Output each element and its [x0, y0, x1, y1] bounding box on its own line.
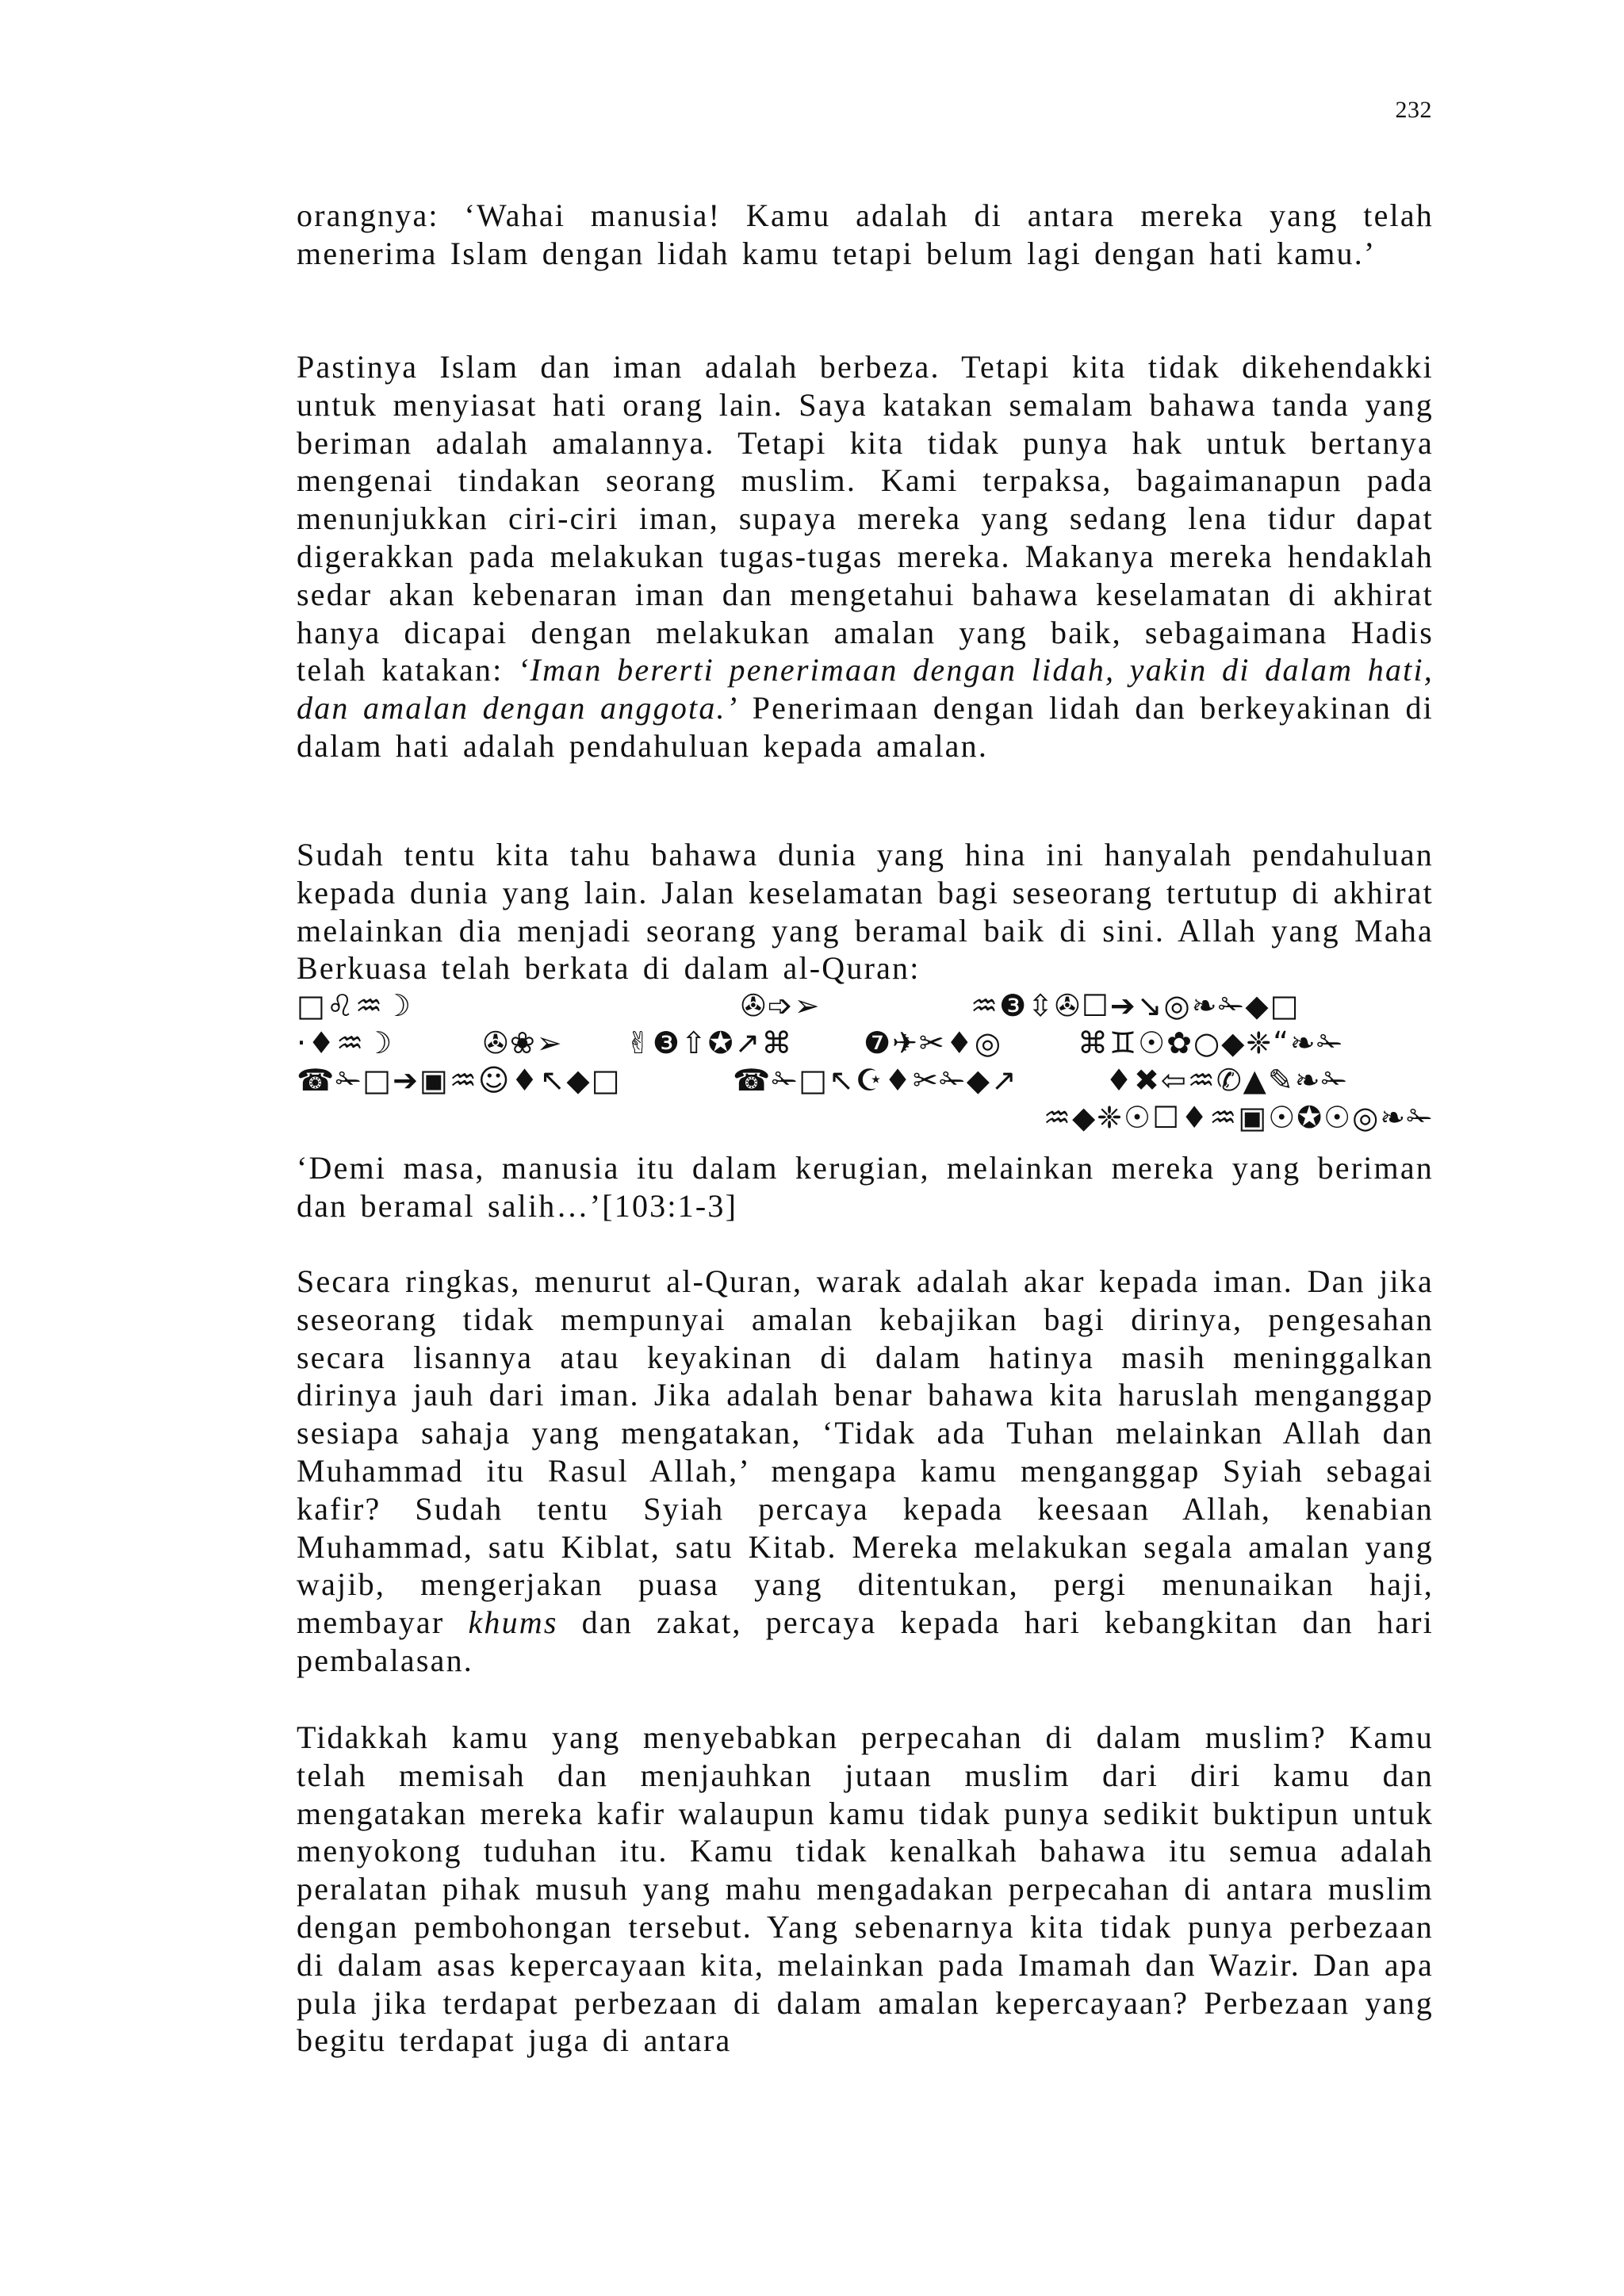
- paragraph-4-lead: Secara ringkas, menurut al-Quran, warak adalah akar kepada iman. Dan jika seseorang tidak mempunyai amalan kebajikan bagi dirinya, pengesahan secara lisannya atau keyakinan di dalam hatinya masih meninggalkan dirinya jauh dari iman. Jika adalah benar bahawa kita haruslah menganggap sesiapa sahaja yang mengatakan, ‘Tidak ada Tuhan melainkan Allah dan Muhammad itu Rasul Allah,’ mengapa kamu menganggap Syiah sebagai kafir? Sudah tentu Syiah percaya kepada keesaan Allah, kenabian Muhammad, satu Kiblat, satu Kitab. Mereka melakukan segala amalan yang wajib, mengerjakan puasa yang ditentukan, pergi menunaikan haji, membayar: [297, 1263, 1434, 1641]
- paragraph-2-lead: Pastinya Islam dan iman adalah berbeza. Tetapi kita tidak dikehendakki untuk menyiasat hati orang lain. Saya katakan semalam bahawa tanda yang beriman adalah amalannya. Tetapi kita tidak punya hak untuk bertanya mengenai tindakan seorang muslim. Kami terpaksa, bagaimanapun pada menunjukkan ciri-ciri iman, supaya mereka yang sedang lena tidur dapat digerakkan pada melakukan tugas-tugas mereka. Makanya mereka hendaklah sedar akan kebenaran iman dan mengetahui bahawa keselamatan di akhirat hanya dicapai dengan melakukan amalan yang baik, sebagaimana Hadis telah katakan:: [297, 349, 1434, 688]
- paragraph-2: [297, 348, 1434, 765]
- glyph-word: □♌♒☽: [297, 988, 413, 1023]
- paragraph-3-text: Sudah tentu kita tahu bahawa dunia yang hina ini hanyalah pendahuluan kepada dunia yang lain. Jalan keselamatan bagi seseorang tertutup di akhirat melainkan dia menjadi seorang yang beramal baik di sini. Allah yang Maha Berkuasa telah berkata di dalam al-Quran:: [297, 837, 1434, 987]
- verse-translation: [297, 1149, 1434, 1225]
- page-number: 232: [1395, 97, 1432, 123]
- glyph-word: ·♦♒☽: [297, 1025, 394, 1060]
- hadith-quote: ‘Iman bererti penerimaan dengan lidah, yakin di dalam hati, dan amalan dengan anggota.’: [297, 652, 1434, 726]
- glyph-line-4: [297, 1099, 1434, 1137]
- khums-term: khums: [468, 1604, 558, 1641]
- glyph-word: ♦✖⇦♒✆▲✎❧✁: [1105, 1063, 1349, 1098]
- paragraph-2-tail: Penerimaan dengan lidah dan berkeyakinan di dalam hati adalah pendahuluan kepada amalan.: [297, 690, 1434, 764]
- glyph-word: ✇❀➢: [483, 1025, 564, 1060]
- paragraph-4: [297, 1263, 1434, 1680]
- glyph-line-2: [297, 1025, 1434, 1062]
- glyph-word: ☎✁□↖☪♦✂✁◆↗: [733, 1063, 1018, 1098]
- paragraph-5: [297, 1719, 1434, 2060]
- quran-verse-glyphs: [297, 987, 1434, 1137]
- glyph-word: ✌❸⇧✪↗⌘: [626, 1025, 794, 1060]
- paragraph-1: [297, 197, 1434, 273]
- paragraph-5-text: Tidakkah kamu yang menyebabkan perpecahan di dalam muslim? Kamu telah memisah dan menjauhkan jutaan muslim dari diri kamu dan mengatakan mereka kafir walaupun kamu tidak punya sedikit buktipun untuk menyokong tuduhan itu. Kamu tidak kenalkah bahawa itu semua adalah peralatan pihak musuh yang mahu mengadakan perpecahan di antara muslim dengan pembohongan tersebut. Yang sebenarnya kita tidak punya perbezaan di dalam asas kepercayaan kita, melainkan pada Imamah dan Wazir. Dan apa pula jika terdapat perbezaan di dalam amalan kepercayaan? Perbezaan yang begitu terdapat juga di antara: [297, 1719, 1434, 2059]
- glyph-line-1: [297, 987, 1434, 1025]
- paragraph-4-tail: dan zakat, percaya kepada hari kebangkitan dan hari pembalasan.: [297, 1604, 1434, 1678]
- glyph-word: ✇➩➢: [741, 988, 822, 1023]
- paragraph-3: [297, 836, 1434, 987]
- glyph-line-3: [297, 1062, 1434, 1099]
- verse-translation-text: ‘Demi masa, manusia itu dalam kerugian, melainkan mereka yang beriman dan beramal salih…’[103:1-3]: [297, 1150, 1434, 1224]
- paragraph-2-text: [297, 348, 1434, 765]
- paragraph-4-text: [297, 1263, 1434, 1680]
- paragraph-1-text: orangnya: ‘Wahai manusia! Kamu adalah di antara mereka yang telah menerima Islam dengan lidah kamu tetapi belum lagi dengan hati kamu.’: [297, 197, 1434, 271]
- glyph-word: ♒❸⇳✇☐➔↘◎❧✁◆□: [971, 988, 1300, 1023]
- glyph-word: ⌘♊☉✿○◆❈“❧✁: [1078, 1025, 1344, 1060]
- glyph-word: ♒◆❈☉☐♦♒▣☉✪☉◎❧✁: [1043, 1100, 1434, 1135]
- glyph-word: ☎✁□➔▣♒☺♦↖◆□: [297, 1063, 622, 1098]
- glyph-word: ❼✈✂♦◎: [864, 1025, 1002, 1060]
